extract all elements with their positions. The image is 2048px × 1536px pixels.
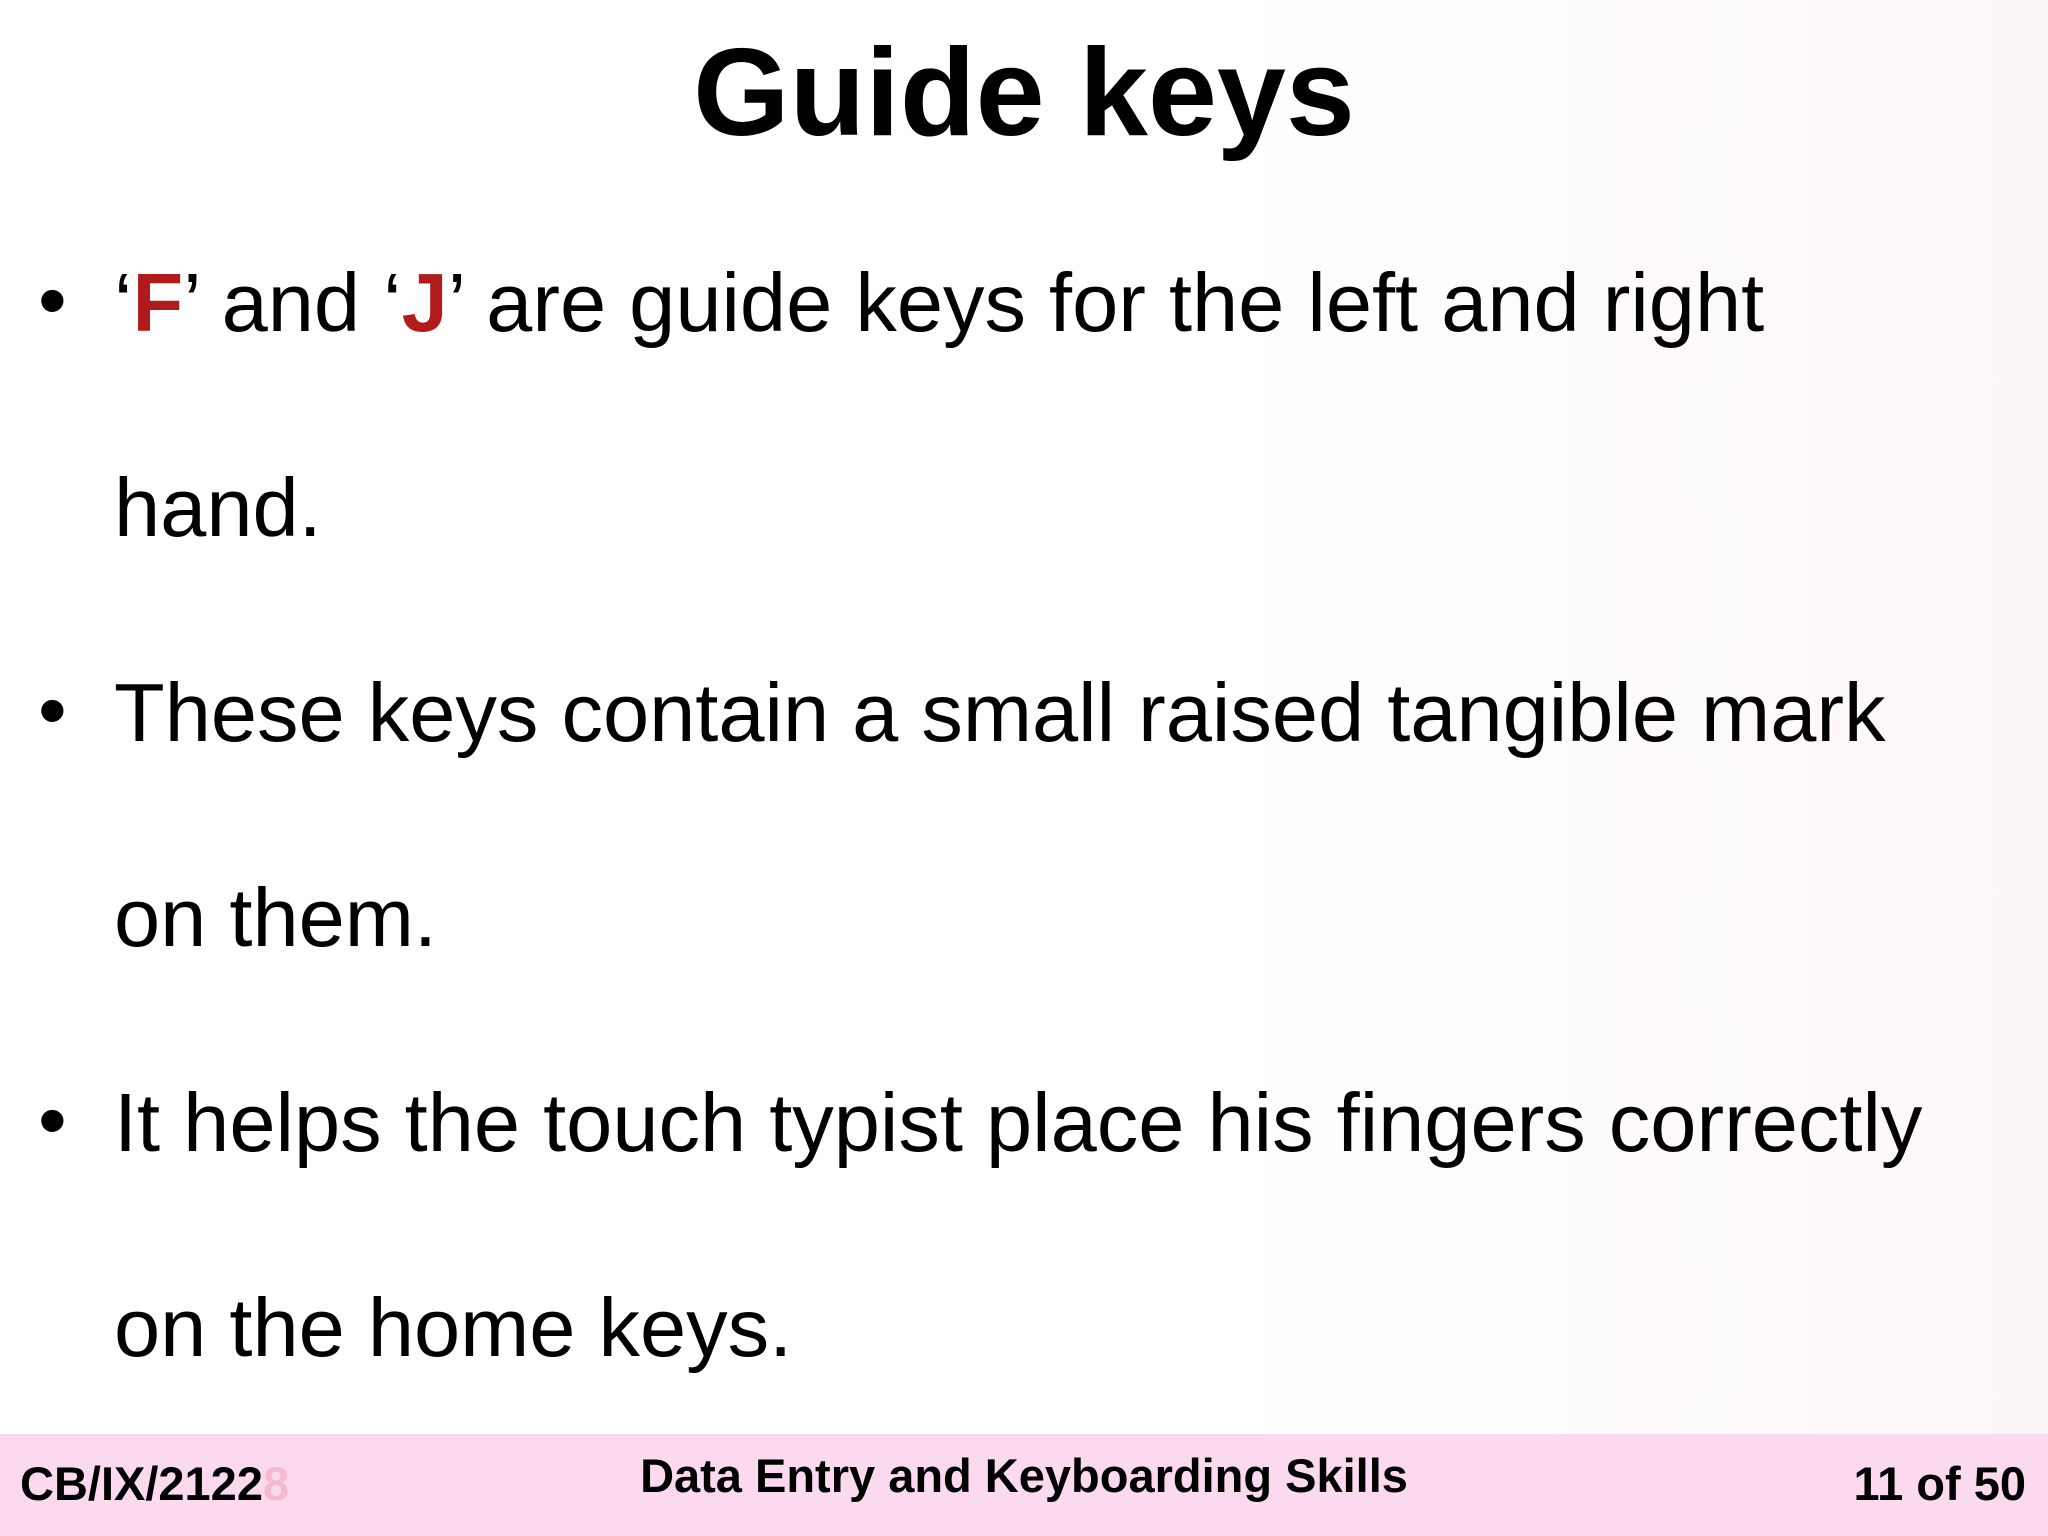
footer-page-indicator: 11 of 50: [1853, 1457, 2026, 1510]
quote-text: ’ and ‘: [183, 256, 402, 349]
bullet-text: [114, 200, 2014, 610]
key-f-label: F: [132, 256, 184, 349]
bullet-line: on them.: [114, 871, 437, 964]
footer-course-title: Data Entry and Keyboarding Skills: [640, 1449, 1408, 1502]
slide-footer: [0, 1434, 2048, 1536]
bullet-line-text: ’ are guide keys for the left and right: [447, 256, 1765, 349]
slide-title: Guide keys: [693, 24, 1355, 162]
quote-open: ‘: [114, 256, 133, 349]
footer-code-main: CB/IX/2122: [20, 1457, 263, 1510]
bullet-line: It helps the touch typist place his fingers correctly: [114, 1076, 1923, 1169]
bullet-dot: •: [38, 255, 67, 346]
bullet-line: [114, 200, 2014, 405]
bullet-dot: •: [38, 665, 67, 756]
bullet-dot: •: [38, 1075, 67, 1166]
key-j-label: J: [401, 256, 448, 349]
bullet-text: [114, 1020, 2014, 1430]
bullet-line: These keys contain a small raised tangible mark: [114, 666, 1886, 759]
footer-code-faded: 8: [262, 1457, 290, 1510]
bullet-line: on the home keys.: [114, 1281, 793, 1374]
bullet-line: hand.: [114, 461, 322, 554]
bullet-text: [114, 610, 2014, 1020]
